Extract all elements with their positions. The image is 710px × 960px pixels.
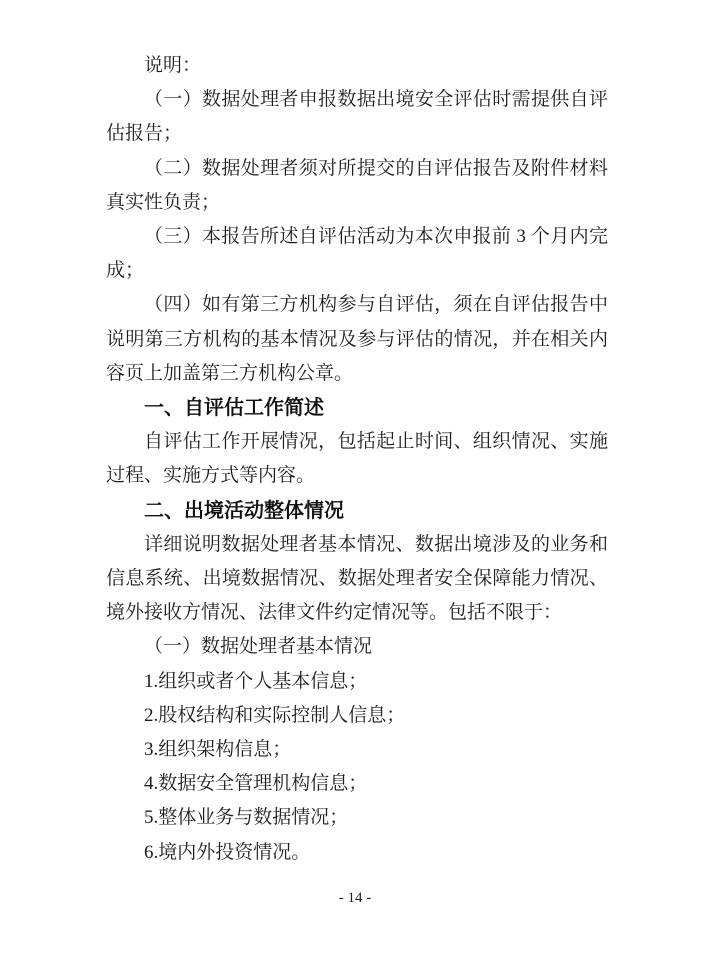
- page-number: - 14 -: [338, 890, 372, 906]
- para-note-2: （二）数据处理者须对所提交的自评估报告及附件材料真实性负责；: [106, 157, 608, 213]
- para-note-1: （一）数据处理者申报数据出境安全评估时需提供自评估报告；: [106, 89, 608, 145]
- list-item-4: 4.数据安全管理机构信息；: [144, 773, 368, 795]
- list-item-6: 6.境内外投资情况。: [144, 841, 311, 863]
- para-note-3: （三）本报告所述自评估活动为本次申报前 3 个月内完成；: [106, 226, 608, 282]
- para-note-label: 说明：: [144, 55, 202, 76]
- para-section-2-body: 详细说明数据处理者基本情况、数据出境涉及的业务和信息系统、出境数据情况、数据处理者安全保障能力情况、境外接收方情况、法律文件约定情况等。包括不限于：: [106, 533, 608, 624]
- para-note-4: （四）如有第三方机构参与自评估，须在自评估报告中说明第三方机构的基本情况及参与评估的情况，并在相关内容页上加盖第三方机构公章。: [106, 294, 608, 384]
- heading-section-1: 一、自评估工作简述: [144, 397, 324, 420]
- para-section-1-body: 自评估工作开展情况，包括起止时间、组织情况、实施过程、实施方式等内容。: [106, 431, 608, 487]
- list-item-3: 3.组织架构信息；: [144, 739, 292, 761]
- heading-section-2: 二、出境活动整体情况: [144, 499, 344, 522]
- document-content: [106, 49, 608, 870]
- list-item-5: 5.整体业务与数据情况；: [144, 807, 349, 829]
- list-item-1: 1.组织或者个人基本信息；: [144, 670, 368, 692]
- para-subsection-1-title: （一）数据处理者基本情况: [144, 636, 373, 658]
- list-item-2: 2.股权结构和实际控制人信息；: [144, 704, 406, 726]
